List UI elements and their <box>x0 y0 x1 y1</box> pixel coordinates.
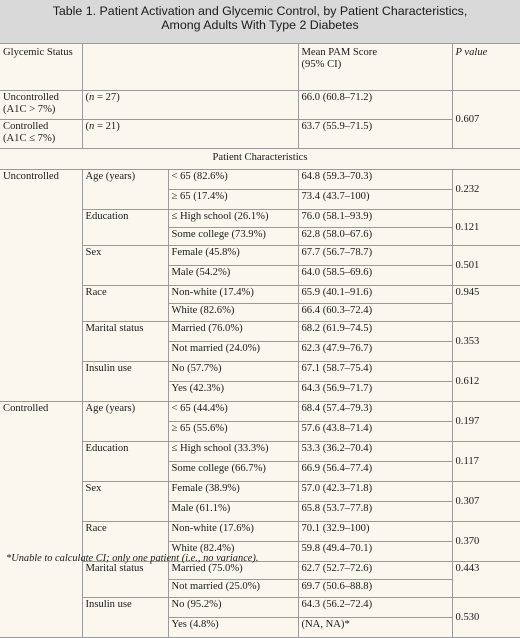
u-race-label: Race <box>82 286 168 322</box>
header-mean-pam-line1: Mean PAM Score <box>301 47 378 58</box>
c-race-b: White (82.4%) <box>168 542 298 562</box>
group-uncontrolled-n: (n = 27) <box>82 91 298 120</box>
c-sex-b-score: 65.8 (53.7–77.8) <box>298 502 452 522</box>
c-race-b-score: 59.8 (49.4–70.1) <box>298 542 452 562</box>
c-insulin-b: Yes (4.8%) <box>168 618 298 638</box>
c-race-label: Race <box>82 522 168 562</box>
header-p-value-text: P value <box>455 47 488 58</box>
header-mean-pam <box>298 44 452 91</box>
footnote: *Unable to calculate CI; only one patient (i.e., no variance). <box>6 553 259 564</box>
header-mean-pam-line2: (95% CI) <box>301 59 342 70</box>
c-edu-a: ≤ High school (33.3%) <box>168 442 298 462</box>
c-race-a-score: 70.1 (32.9–100) <box>298 522 452 542</box>
u-sex-a: Female (45.8%) <box>168 246 298 266</box>
c-age-p: 0.197 <box>452 402 520 442</box>
header-p-value <box>452 44 520 91</box>
data-table <box>0 43 520 638</box>
c-insulin-p: 0.530 <box>452 598 520 638</box>
group-p-value: 0.607 <box>452 91 520 149</box>
u-edu-b-score: 62.8 (58.0–67.6) <box>298 228 452 246</box>
u-marital-label: Marital status <box>82 322 168 362</box>
c-insulin-a-score: 64.3 (56.2–72.4) <box>298 598 452 618</box>
c-marital-b: Not married (25.0%) <box>168 580 298 598</box>
u-edu-b: Some college (73.9%) <box>168 228 298 246</box>
u-age-p: 0.232 <box>452 170 520 210</box>
uncontrolled-label: Uncontrolled <box>0 170 82 402</box>
c-sex-b: Male (61.1%) <box>168 502 298 522</box>
group-controlled-label <box>0 120 82 149</box>
u-marital-b-score: 62.3 (47.9–76.7) <box>298 342 452 362</box>
c-age-b: ≥ 65 (55.6%) <box>168 422 298 442</box>
c-age-b-score: 57.6 (43.8–71.4) <box>298 422 452 442</box>
u-marital-a: Married (76.0%) <box>168 322 298 342</box>
u-insulin-a: No (57.7%) <box>168 362 298 382</box>
group-uncontrolled-label2: (A1C > 7%) <box>3 104 56 115</box>
u-marital-a-score: 68.2 (61.9–74.5) <box>298 322 452 342</box>
c-edu-b-score: 66.9 (56.4–77.4) <box>298 462 452 482</box>
group-controlled-label2: (A1C ≤ 7%) <box>3 133 56 144</box>
group-controlled-label1: Controlled <box>3 121 49 132</box>
group-row-controlled <box>0 120 520 149</box>
u-age-b: ≥ 65 (17.4%) <box>168 190 298 210</box>
u-sex-a-score: 67.7 (56.7–78.7) <box>298 246 452 266</box>
u-race-a-score: 65.9 (40.1–91.6) <box>298 286 452 304</box>
header-glycemic-status: Glycemic Status <box>0 44 82 91</box>
c-age-a-score: 68.4 (57.4–79.3) <box>298 402 452 422</box>
u-age-b-score: 73.4 (43.7–100) <box>298 190 452 210</box>
u-edu-a: ≤ High school (26.1%) <box>168 210 298 228</box>
group-uncontrolled-score: 66.0 (60.8–71.2) <box>298 91 452 120</box>
table-row <box>0 402 520 422</box>
u-insulin-a-score: 67.1 (58.7–75.4) <box>298 362 452 382</box>
u-insulin-label: Insulin use <box>82 362 168 402</box>
group-controlled-n: (n = 21) <box>82 120 298 149</box>
group-controlled-score: 63.7 (55.9–71.5) <box>298 120 452 149</box>
table-title-line1: Table 1. Patient Activation and Glycemic Control, by Patient Characteristics, <box>52 4 468 18</box>
section-title: Patient Characteristics <box>0 149 520 170</box>
c-age-label: Age (years) <box>82 402 168 442</box>
u-edu-label: Education <box>82 210 168 246</box>
u-sex-b-score: 64.0 (58.5–69.6) <box>298 266 452 286</box>
c-sex-p: 0.307 <box>452 482 520 522</box>
u-sex-p: 0.501 <box>452 246 520 286</box>
c-marital-a-score: 62.7 (52.7–72.6) <box>298 562 452 580</box>
u-race-b: White (82.6%) <box>168 304 298 322</box>
c-sex-label: Sex <box>82 482 168 522</box>
group-uncontrolled-label <box>0 91 82 120</box>
section-title-row <box>0 149 520 170</box>
u-edu-a-score: 76.0 (58.1–93.9) <box>298 210 452 228</box>
c-edu-a-score: 53.3 (36.2–70.4) <box>298 442 452 462</box>
c-marital-b-score: 69.7 (50.6–88.8) <box>298 580 452 598</box>
c-edu-label: Education <box>82 442 168 482</box>
c-marital-label: Marital status <box>82 562 168 598</box>
c-insulin-a: No (95.2%) <box>168 598 298 618</box>
u-marital-p: 0.353 <box>452 322 520 362</box>
u-age-label: Age (years) <box>82 170 168 210</box>
u-marital-b: Not married (24.0%) <box>168 342 298 362</box>
u-sex-label: Sex <box>82 246 168 286</box>
controlled-label: Controlled <box>0 402 82 638</box>
header-row <box>0 44 520 91</box>
c-sex-a: Female (38.9%) <box>168 482 298 502</box>
table-row <box>0 170 520 190</box>
group-row-uncontrolled <box>0 91 520 120</box>
c-race-p: 0.370 <box>452 522 520 562</box>
c-marital-p: 0.443 <box>452 562 520 598</box>
c-age-a: < 65 (44.4%) <box>168 402 298 422</box>
c-insulin-b-score: (NA, NA)* <box>298 618 452 638</box>
c-sex-a-score: 57.0 (42.3–71.8) <box>298 482 452 502</box>
u-insulin-b-score: 64.3 (56.9–71.7) <box>298 382 452 402</box>
u-race-a: Non-white (17.4%) <box>168 286 298 304</box>
u-race-b-score: 66.4 (60.3–72.4) <box>298 304 452 322</box>
c-edu-b: Some college (66.7%) <box>168 462 298 482</box>
u-age-a-score: 64.8 (59.3–70.3) <box>298 170 452 190</box>
header-blank <box>82 44 298 91</box>
c-insulin-label: Insulin use <box>82 598 168 638</box>
u-sex-b: Male (54.2%) <box>168 266 298 286</box>
u-age-a: < 65 (82.6%) <box>168 170 298 190</box>
u-edu-p: 0.121 <box>452 210 520 246</box>
table-title <box>0 0 520 43</box>
c-race-a: Non-white (17.6%) <box>168 522 298 542</box>
u-insulin-p: 0.612 <box>452 362 520 402</box>
u-race-p: 0.945 <box>452 286 520 322</box>
group-uncontrolled-label1: Uncontrolled <box>3 92 59 103</box>
table-title-line2: Among Adults With Type 2 Diabetes <box>161 18 359 32</box>
c-edu-p: 0.117 <box>452 442 520 482</box>
u-insulin-b: Yes (42.3%) <box>168 382 298 402</box>
c-marital-a: Married (75.0%) <box>168 562 298 580</box>
